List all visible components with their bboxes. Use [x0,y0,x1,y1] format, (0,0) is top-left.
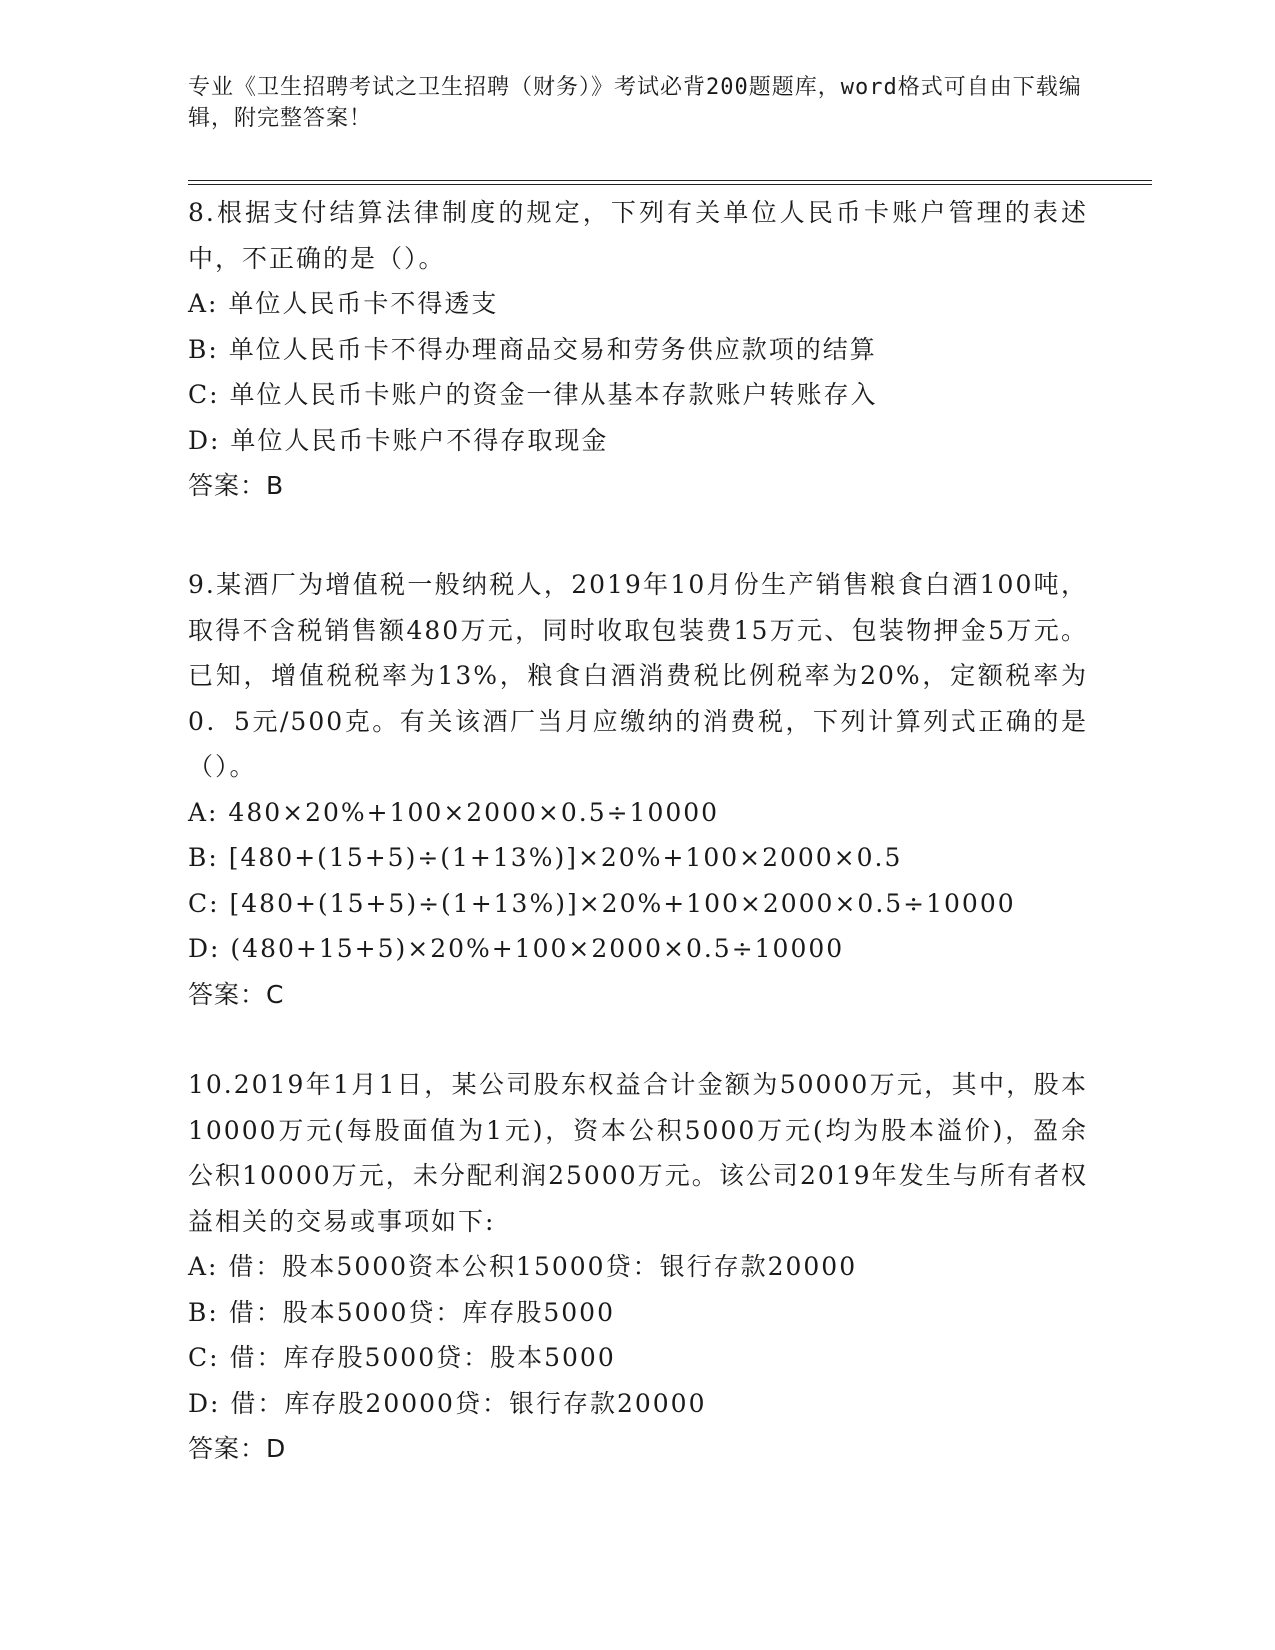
option-a: A: 480×20%+100×2000×0.5÷10000 [188,797,720,827]
option-d: D: 借：库存股20000贷：银行存款20000 [188,1388,707,1418]
option-b: B: 单位人民币卡不得办理商品交易和劳务供应款项的结算 [188,334,877,364]
header-divider-bottom [188,184,1152,185]
option-a: A: 借：股本5000资本公积15000贷：银行存款20000 [188,1252,858,1281]
option-d: D: (480+15+5)×20%+100×2000×0.5÷10000 [188,934,845,963]
answer-label: 答案：C [188,979,285,1009]
question-9 [188,562,1088,1017]
question-8 [188,190,1088,509]
answer-label: 答案：D [188,1434,287,1463]
question-stem: 10.2019年1月1日，某公司股东权益合计金额为50000万元，其中，股本10000万元(每股面值为1元)，资本公积5000万元(均为股本溢价)，盈余公积10000万元，未分配利润25000万元。该公司2019年发生与所有者权益相关的交易或事项如下: [188,1070,1088,1236]
question-stem: 8.根据支付结算法律制度的规定，下列有关单位人民币卡账户管理的表述中，不正确的是（）。 [188,198,1088,273]
option-b: B: 借：股本5000贷：库存股5000 [188,1297,615,1327]
option-c: C: [480+(15+5)÷(1+13%)]×20%+100×2000×0.5÷10000 [188,888,1016,918]
header-divider-top [188,180,1152,181]
option-d: D: 单位人民币卡账户不得存取现金 [188,425,609,455]
option-c: C: 借：库存股5000贷：股本5000 [188,1343,616,1372]
question-10 [188,1062,1088,1472]
option-b: B: [480+(15+5)÷(1+13%)]×20%+100×2000×0.5 [188,843,903,872]
option-list [188,281,1088,463]
option-list [188,790,1088,972]
question-stem: 9.某酒厂为增值税一般纳税人，2019年10月份生产销售粮食白酒100吨，取得不含税销售额480万元，同时收取包装费15万元、包装物押金5万元。已知，增值税税率为13%，粮食白酒消费税比例税率为20%，定额税率为0．5元/500克。有关该酒厂当月应缴纳的消费税，下列计算列式正确的是（）。 [188,570,1088,781]
option-a: A: 单位人民币卡不得透支 [188,289,499,318]
answer-label: 答案：B [188,471,285,500]
document-header: 专业《卫生招聘考试之卫生招聘（财务）》考试必背200题题库，word格式可自由下载编辑，附完整答案！ [188,75,1082,131]
option-list [188,1244,1088,1426]
option-c: C: 单位人民币卡账户的资金一律从基本存款账户转账存入 [188,380,878,409]
